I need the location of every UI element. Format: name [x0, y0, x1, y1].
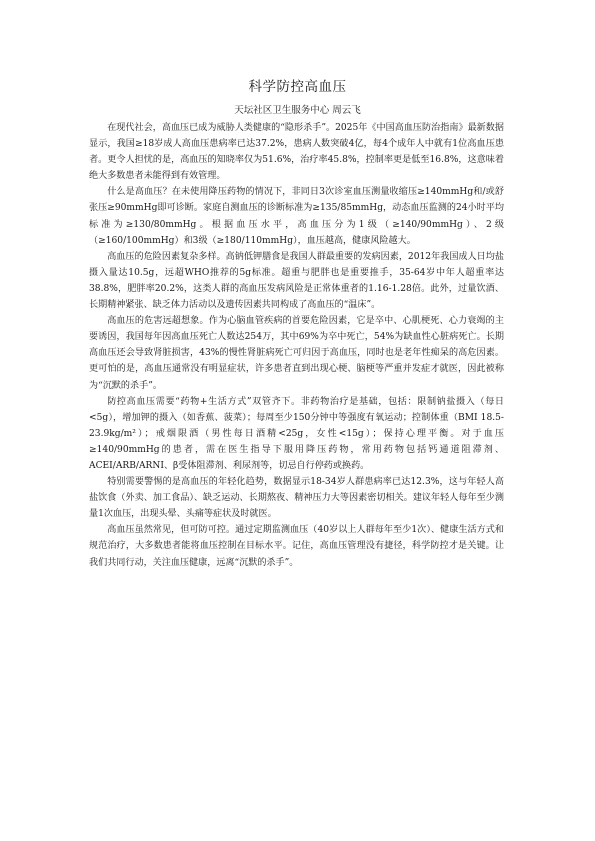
- paragraph-definition: 什么是高血压？在未使用降压药物的情况下，非同日3次诊室血压测量收缩压≥140mmHg和/或舒张压≥90mmHg即可诊断。家庭自测血压的诊断标准为≥135/85mmHg，动态血压监测的24小时平均标准为≥130/80mmHg。根据血压水平，高血压分为1级（≥140/90mmHg）、2级（≥160/100mmHg）和3级（≥180/110mmHg），血压越高，健康风险越大。: [89, 187, 504, 246]
- paragraph-prevention: 防控高血压需要“药物+生活方式”双管齐下。非药物治疗是基础，包括：限制钠盐摄入（每日<5g），增加钾的摄入（如香蕉、菠菜）；每周至少150分钟中等强度有氧运动；控制体重（BMI 18.5-23.9kg/m²）；戒烟限酒（男性每日酒精<25g，女性<15g）；保持心理平衡。对于血压≥140/90mmHg的患者，需在医生指导下服用降压药物，常用药物包括钙通道阻滞剂、ACEI/ARB/ARNI、β受体阻滞剂、利尿剂等，切忌自行停药或换药。: [89, 396, 504, 471]
- paragraph-risk-factors: 高血压的危险因素复杂多样。高钠低钾膳食是我国人群最重要的发病因素，2012年我国成人日均盐摄入量达10.5g，远超WHO推荐的5g标准。超重与肥胖也是重要推手，35-64岁中年人超重率达38.8%，肥胖率20.2%，这类人群的高血压发病风险是正常体重者的1.16-1.28倍。此外，过量饮酒、长期精神紧张、缺乏体力活动以及遗传因素共同构成了高血压的“温床”。: [89, 251, 504, 311]
- article-body: [89, 120, 504, 571]
- paragraph-intro: 在现代社会，高血压已成为威胁人类健康的“隐形杀手”。2025年《中国高血压防治指南》最新数据显示，我国≥18岁成人高血压患病率已达37.2%，患病人数突破4亿，每4个成年人中就有1位高血压患者。更令人担忧的是，高血压的知晓率仅为51.6%，治疗率45.8%，控制率更是低至16.8%，这意味着绝大多数患者未能得到有效管理。: [89, 123, 504, 182]
- paragraph-harms: 高血压的危害远超想象。作为心脑血管疾病的首要危险因素，它是卒中、心肌梗死、心力衰竭的主要诱因，我国每年因高血压死亡人数达254万，其中69%为卒中死亡，54%为缺血性心脏病死亡。长期高血压还会导致肾脏损害，43%的慢性肾脏病死亡可归因于高血压，同时也是老年性痴呆的高危因素。更可怕的是，高血压通常没有明显症状，许多患者直到出现心梗、脑梗等严重并发症才就医，因此被称为“沉默的杀手”。: [89, 316, 504, 391]
- paragraph-youth-trend: 特别需要警惕的是高血压的年轻化趋势，数据显示18-34岁人群患病率已达12.3%，这与年轻人高盐饮食（外卖、加工食品）、缺乏运动、长期熬夜、精神压力大等因素密切相关。建议年轻人每年至少测量1次血压，出现头晕、头痛等症状及时就医。: [89, 477, 504, 520]
- article-byline: 天坛社区卫生服务中心 周云飞: [234, 105, 361, 116]
- article-title: 科学防控高血压: [248, 79, 347, 95]
- paragraph-conclusion: 高血压虽然常见，但可防可控。通过定期监测血压（40岁以上人群每年至少1次）、健康生活方式和规范治疗，大多数患者能将血压控制在目标水平。记住，高血压管理没有捷径，科学防控才是关键。让我们共同行动，关注血压健康，远离“沉默的杀手”。: [89, 525, 504, 568]
